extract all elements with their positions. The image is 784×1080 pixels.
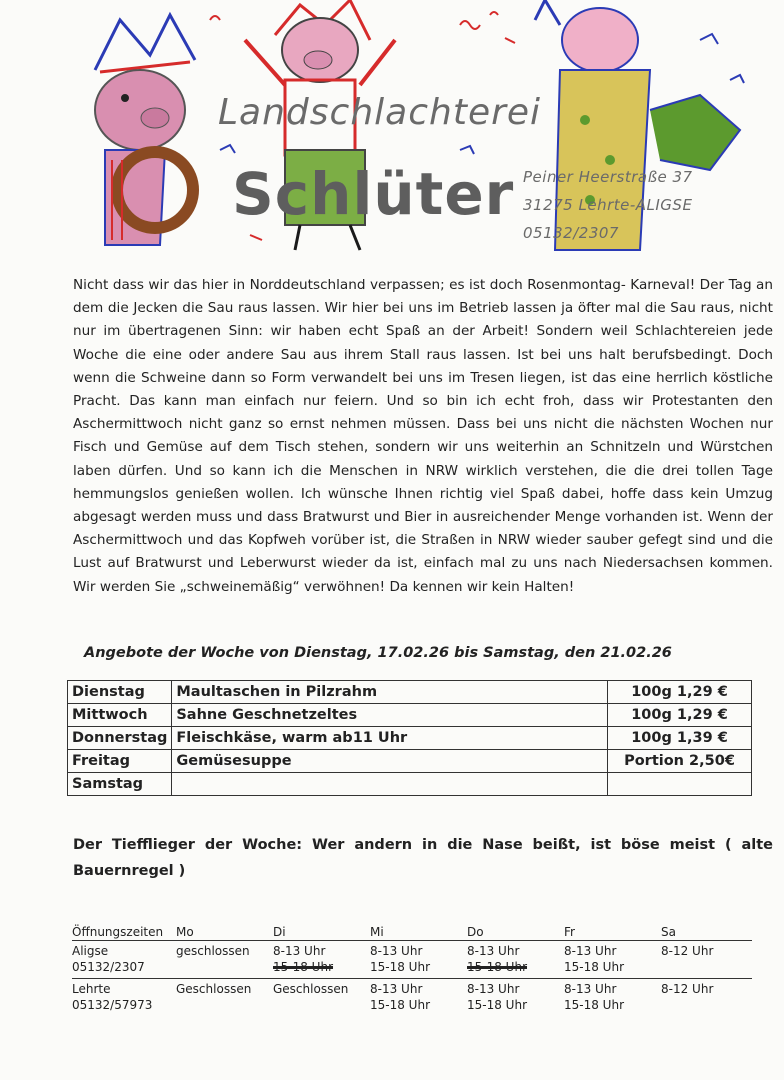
left-pig-drawing	[95, 15, 195, 245]
hours-fr-afternoon: 15-18 Uhr	[564, 998, 625, 1012]
hours-do-morning: 8-13 Uhr	[467, 982, 520, 996]
hours-do-afternoon: 15-18 Uhr	[467, 998, 528, 1012]
hours-mi-afternoon: 15-18 Uhr	[370, 998, 431, 1012]
table-row	[72, 979, 752, 1017]
table-row	[72, 941, 752, 979]
hours-header: Öffnungszeiten	[72, 925, 176, 941]
branch-phone: 05132/2307	[72, 960, 145, 974]
address-city: 31275 Lehrte-ALIGSE	[523, 196, 693, 214]
hours-do-morning: 8-13 Uhr	[467, 944, 520, 958]
hours-sa: 8-12 Uhr	[661, 982, 714, 996]
offer-price: 100g 1,29 €	[608, 681, 752, 704]
table-row	[68, 704, 752, 727]
hours-header: Fr	[564, 925, 661, 941]
hours-fr-morning: 8-13 Uhr	[564, 982, 617, 996]
hours-mo: geschlossen	[176, 941, 273, 979]
offer-price: 100g 1,39 €	[608, 727, 752, 750]
hours-header: Mi	[370, 925, 467, 941]
table-row	[68, 750, 752, 773]
offers-title: Angebote der Woche von Dienstag, 17.02.26 bis Samstag, den 21.02.26	[84, 645, 672, 661]
hours-mo: Geschlossen	[176, 982, 252, 996]
offer-day: Mittwoch	[68, 704, 172, 727]
hours-mi-afternoon: 15-18 Uhr	[370, 960, 431, 974]
hours-di-afternoon-struck: 15-18 Uhr	[273, 960, 334, 974]
branch-phone: 05132/57973	[72, 998, 153, 1012]
table-row	[68, 727, 752, 750]
table-header-row	[72, 925, 752, 941]
offer-item	[172, 773, 608, 796]
intro-paragraph: Nicht dass wir das hier in Norddeutschland verpassen; es ist doch Rosenmontag- Karneval! Der Tag an dem die Jecken die Sau raus lassen. Wir hier bei uns im Betrieb lassen ja öfter mal die Sau raus, nicht nur im übertragenen Sinn: wir haben echt Spaß an der Arbeit! Sondern weil Schlachtereien jede Woche die eine oder andere Sau aus ihrem Stall raus lassen. Ist bei uns halt berufsbedingt. Doch wenn die Schweine dann so Form verwandelt bei uns im Tresen liegen, ist das eine herrlich köstliche Pracht. Das kann man einfach nur feiern. Und so bin ich echt froh, dass wir Protestanten den Aschermittwoch nicht ganz so ernst nehmen müssen. Dass bei uns nicht die nächsten Wochen nur Fisch und Gemüse auf dem Tisch stehen, sondern wir uns weiterhin an Schnitzeln und Würstchen laben dürfen. Und so kann ich die Menschen in NRW wirklich verstehen, die die drei tollen Tage hemmungslos genießen wollen. Ich wünsche Ihnen richtig viel Spaß dabei, hoffe dass kein Umzug abgesagt werden muss und dass Bratwurst und Bier in ausreichender Menge vorhanden ist. Wenn der Aschermittwoch und das Kopfweh vorüber ist, die Straßen in NRW wieder sauber gefegt sind und die Lust auf Bratwurst und Leberwurst wieder da ist, einfach mal zu uns nach Niedersachsen kommen. Wir werden Sie „schweinemäßig“ verwöhnen! Da kennen wir kein Halten!	[73, 277, 773, 595]
weekly-offers-table	[67, 680, 752, 796]
hours-mi-morning: 8-13 Uhr	[370, 982, 423, 996]
offer-price: 100g 1,29 €	[608, 704, 752, 727]
hours-header: Do	[467, 925, 564, 941]
hours-do-afternoon-struck: 15-18 Uhr	[467, 960, 528, 974]
offer-item: Sahne Geschnetzeltes	[172, 704, 608, 727]
brand-line-landschlachterei: Landschlachterei	[218, 92, 542, 133]
hours-di-morning: 8-13 Uhr	[273, 944, 326, 958]
offer-day: Dienstag	[68, 681, 172, 704]
hours-header: Sa	[661, 925, 752, 941]
offer-price: Portion 2,50€	[608, 750, 752, 773]
offer-day: Donnerstag	[68, 727, 172, 750]
hours-fr-morning: 8-13 Uhr	[564, 944, 617, 958]
hours-fr-afternoon: 15-18 Uhr	[564, 960, 625, 974]
carnival-pig-illustration	[0, 0, 784, 270]
tieflieger-text: Der Tiefflieger der Woche: Wer andern in die Nase beißt, ist böse meist ( alte Bauernregel )	[73, 837, 773, 879]
opening-hours-table	[72, 925, 752, 1016]
hours-mi-morning: 8-13 Uhr	[370, 944, 423, 958]
branch-name: Lehrte	[72, 982, 111, 996]
hours-header: Mo	[176, 925, 273, 941]
brand-line-schlueter: Schlüter	[232, 160, 515, 228]
table-row	[68, 681, 752, 704]
hours-sa: 8-12 Uhr	[661, 941, 752, 979]
offer-item: Gemüsesuppe	[172, 750, 608, 773]
offer-day: Freitag	[68, 750, 172, 773]
offer-price	[608, 773, 752, 796]
address-street: Peiner Heerstraße 37	[523, 168, 693, 186]
offer-item: Fleischkäse, warm ab11 Uhr	[172, 727, 608, 750]
offer-day: Samstag	[68, 773, 172, 796]
offer-item: Maultaschen in Pilzrahm	[172, 681, 608, 704]
hours-header: Di	[273, 925, 370, 941]
address-phone: 05132/2307	[523, 224, 619, 242]
table-row	[68, 773, 752, 796]
hours-di: Geschlossen	[273, 982, 349, 996]
branch-name: Aligse	[72, 944, 109, 958]
